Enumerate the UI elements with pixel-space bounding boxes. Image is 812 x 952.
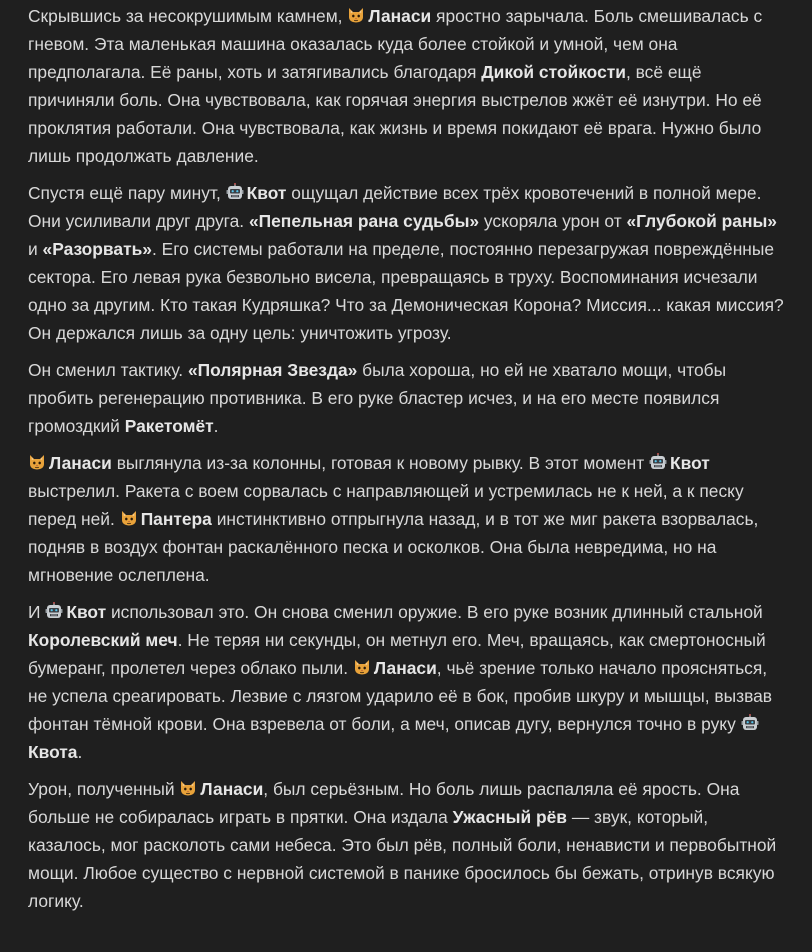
paragraph bbox=[28, 598, 788, 766]
text-run: . bbox=[213, 416, 219, 436]
cat-icon bbox=[353, 656, 371, 674]
text-run: яростно зарычала. Боль смешивалась с гневом. Эта маленькая машина оказалась куда более стойкой и умной, чем она предполагала. Её раны, хоть и затягивались благодаря bbox=[28, 6, 763, 82]
text-run: , всё ещё причиняли боль. Она чувствовала, как горячая энергия выстрелов жжёт её изнутри. Но её проклятия работали. Она чувствовала, как жизнь и время покидают её врага. Нужно было лишь продолжать давление. bbox=[28, 62, 762, 166]
paragraph bbox=[28, 775, 788, 915]
robot-icon bbox=[741, 712, 759, 730]
cat-icon bbox=[120, 507, 138, 525]
cat-icon bbox=[347, 4, 365, 22]
text-run: выглянула из-за колонны, готовая к новому рывку. В этот момент bbox=[111, 453, 649, 473]
cat-icon bbox=[179, 777, 197, 795]
text-run: . Не теряя ни секунды, он метнул его. Меч, вращаясь, как смертоносный бумеранг, пролетел через облако пыли. bbox=[28, 630, 766, 678]
bold-term: «Пепельная рана судьбы» bbox=[248, 211, 480, 231]
robot-icon bbox=[649, 451, 667, 469]
text-run: ощущал действие всех трёх кровотечений в полной мере. Они усиливали друг друга. bbox=[28, 183, 762, 231]
bold-term: Ланаси bbox=[200, 779, 264, 799]
bold-term: «Глубокой раны» bbox=[626, 211, 777, 231]
robot-icon bbox=[226, 181, 244, 199]
bold-term: Квот bbox=[670, 453, 710, 473]
text-run: инстинктивно отпрыгнула назад, и в тот же миг ракета взорвалась, подняв в воздух фонтан раскалённого песка и осколков. Она была невредима, но на мгновение ослеплена. bbox=[28, 509, 759, 585]
paragraph bbox=[28, 449, 788, 589]
paragraph bbox=[28, 2, 788, 170]
bold-term: Ланаси bbox=[368, 6, 432, 26]
text-run: ускоряла урон от bbox=[479, 211, 627, 231]
robot-icon bbox=[45, 600, 63, 618]
text-run: . bbox=[77, 742, 83, 762]
bold-term: Дикой стойкости bbox=[481, 62, 626, 82]
text-run: и bbox=[28, 239, 43, 259]
text-run: выстрелил. Ракета с воем сорвалась с направляющей и устремилась не к ней, а к песку перед ней. bbox=[28, 481, 744, 529]
bold-term: Ланаси bbox=[49, 453, 112, 473]
bold-term: «Полярная Звезда» bbox=[187, 360, 358, 380]
text-run: Скрывшись за несокрушимым камнем, bbox=[28, 6, 348, 26]
text-run: , был серьёзным. Но боль лишь распаляла её ярость. Она больше не собиралась играть в прятки. Она издала bbox=[28, 779, 740, 827]
text-run: И bbox=[28, 602, 46, 622]
text-run: использовал это. Он снова сменил оружие. В его руке возник длинный стальной bbox=[106, 602, 763, 622]
text-run: Урон, полученный bbox=[28, 779, 180, 799]
text-run: Спустя ещё пару минут, bbox=[28, 183, 226, 203]
bold-term: Королевский меч bbox=[28, 630, 178, 650]
bold-term: Квота bbox=[28, 742, 78, 762]
bold-term: Квот bbox=[246, 183, 287, 203]
text-run: , чьё зрение только начало проясняться, не успела среагировать. Лезвие с лязгом ударило её в бок, пробив шкуру и мышцы, вызвав фонтан тёмной крови. Она взревела от боли, а меч, описав дугу, вернулся точно в руку bbox=[28, 658, 773, 734]
text-run: была хороша, но ей не хватало мощи, чтобы пробить регенерацию противника. В его руке бластер исчез, и на его месте появился громоздкий bbox=[28, 360, 727, 436]
bold-term: Ланаси bbox=[373, 658, 437, 678]
bold-term: «Разорвать» bbox=[42, 239, 152, 259]
cat-icon bbox=[28, 451, 46, 469]
bold-term: Ракетомёт bbox=[124, 416, 214, 436]
paragraph bbox=[28, 356, 788, 440]
bold-term: Пантера bbox=[140, 509, 212, 529]
paragraph bbox=[28, 179, 788, 347]
bold-term: Ужасный рёв bbox=[452, 807, 567, 827]
bold-term: Квот bbox=[66, 602, 107, 622]
text-run: Он сменил тактику. bbox=[28, 360, 188, 380]
text-run: . Его системы работали на пределе, постоянно перезагружая повреждённые сектора. Его левая рука безвольно висела, превращаясь в труху. Воспоминания исчезали одно за другим. Кто такая Кудряшка? Что за Демоническая Корона? Миссия... какая миссия? Он держался лишь за одну цель: уничтожить угрозу. bbox=[28, 239, 784, 343]
text-run: — звук, который, казалось, мог расколоть сами небеса. Это был рёв, полный боли, ненависти и первобытной мощи. Любое существо с нервной системой в панике бросилось бы бежать, отринув всякую логику. bbox=[28, 807, 777, 911]
